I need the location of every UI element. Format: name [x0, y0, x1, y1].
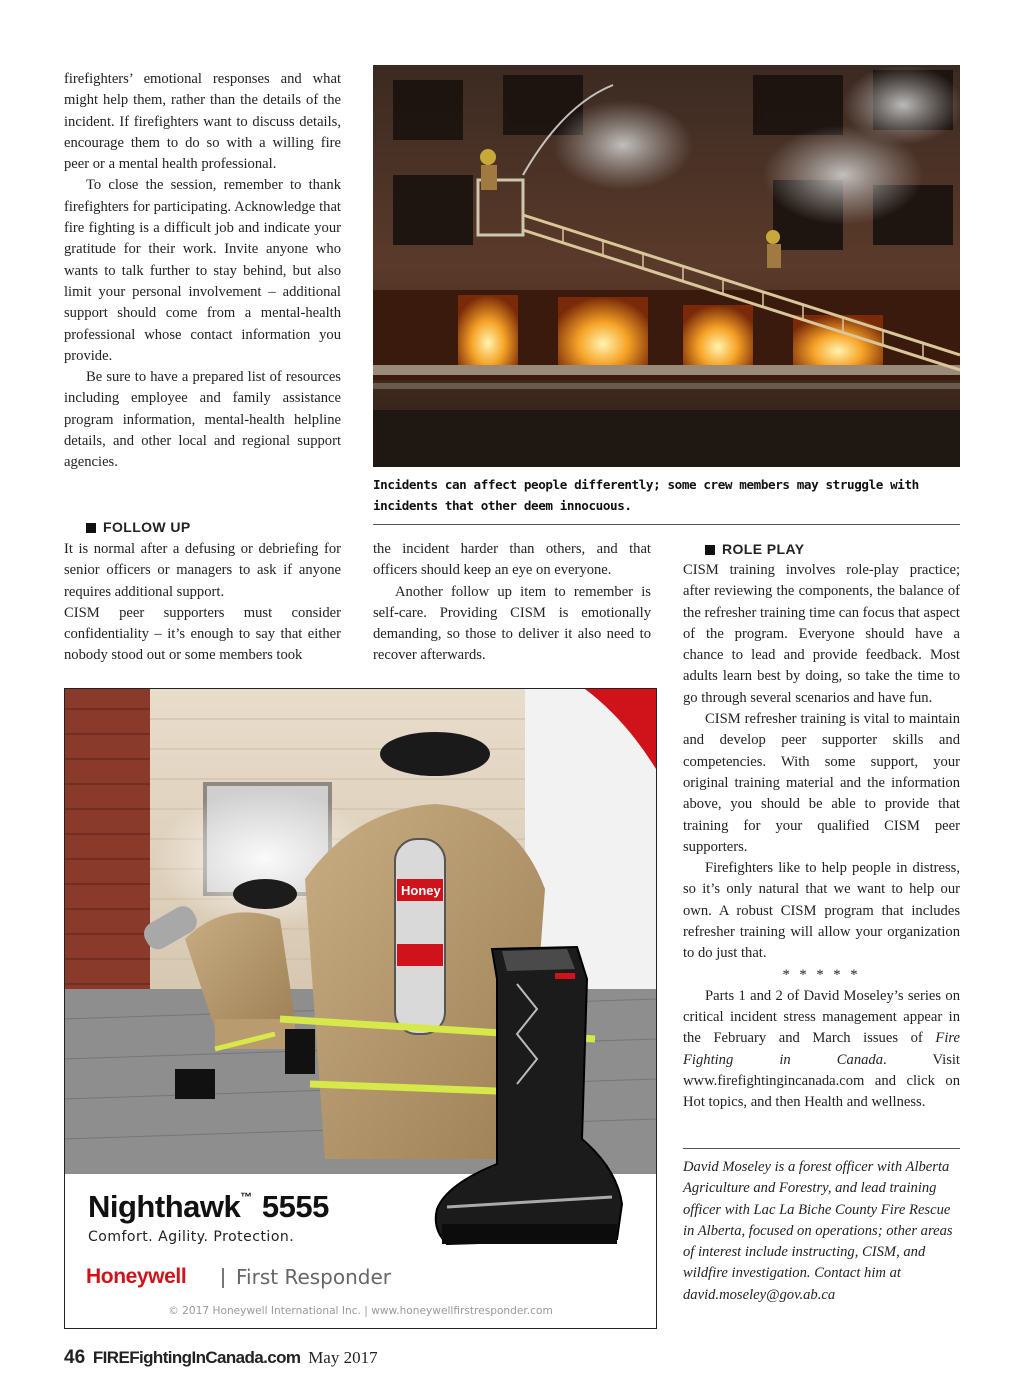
- tank-label: Honey: [401, 883, 441, 898]
- photo-caption: Incidents can affect people differently; some crew members may struggle with incidents that other deem innocuous.: [373, 477, 919, 513]
- paragraph: Firefighters like to help people in distress, so it’s only natural that we want to help our own. A robust CISM program that includes refresher training will allow your organization to do just that.: [683, 860, 960, 962]
- author-bio: David Moseley is a forest officer with Alberta Agriculture and Forestry, and lead training officer with Lac La Biche County Fire Rescue in Alberta, focused on operations; other areas of interest include instructing, CISM, and wildfire investigation. Contact him at david.moseley@gov.ab.ca: [683, 1159, 953, 1303]
- body-column-2: [373, 539, 651, 667]
- paragraph: CISM refresher training is vital to maintain and develop peer supporter skills and competencies. With some support, your original training material and the information above, you should be able to provide that training for your qualified CISM peer supporters.: [683, 711, 960, 855]
- boot-icon: [427, 939, 627, 1259]
- role-play-section: [683, 539, 960, 1113]
- paragraph: firefighters’ emotional responses and what might help them, rather than the details of the incident. If firefighters want to discuss details, encourage them to do so with a willing fire peer or a mental health professional.: [64, 71, 341, 173]
- square-bullet-icon: [86, 523, 96, 533]
- honeywell-advertisement[interactable]: [64, 688, 657, 1329]
- page-number: 46: [64, 1347, 86, 1368]
- paragraph: Another follow up item to remember is self-care. Providing CISM is emotionally demanding, so those to deliver it also need to recover afterwards.: [373, 583, 651, 664]
- magazine-title: Fire Fighting in Canada: [683, 1030, 960, 1068]
- section-break-stars: * * * * *: [782, 966, 861, 983]
- ad-product-name: Nighthawk™ 5555: [88, 1189, 329, 1224]
- paragraph: To close the session, remember to thank firefighters for participating. Acknowledge that fire fighting is a difficult job and indicate your gratitude for their work. Invite anyone who wants to talk further to stay behind, but also limit your personal involvement – additional support should come from a mental-health professional whose contact information you provide.: [64, 177, 341, 364]
- fire-scene-photo: [373, 65, 960, 467]
- ad-tagline: Comfort. Agility. Protection.: [88, 1229, 295, 1245]
- footer-site[interactable]: FIREFightingInCanada.com: [92, 1348, 301, 1367]
- ad-division-name: First Responder: [236, 1265, 391, 1289]
- ad-copyright: © 2017 Honeywell International Inc. | www.honeywellfirstresponder.com: [168, 1305, 553, 1317]
- issue-date: May 2017: [308, 1348, 378, 1367]
- body-column-1: [64, 69, 341, 474]
- bio-divider: [683, 1148, 960, 1149]
- paragraph: CISM training involves role-play practice; after reviewing the components, the balance of the refresher training time can focus that aspect of the program. Everyone should have a chance to lead and provide feedback. Most adults learn best by doing, so take the time to go through several scenarios and have fun.: [683, 562, 960, 706]
- page-footer: [64, 1347, 378, 1369]
- honeywell-logo: Honeywell: [86, 1265, 187, 1288]
- section-heading: ROLE PLAY: [683, 539, 960, 559]
- paragraph: It is normal after a defusing or debriefing for senior officers or managers to ask if anyone requires additional support.: [64, 541, 341, 600]
- logo-divider: [222, 1268, 224, 1288]
- square-bullet-icon: [705, 545, 715, 555]
- caption-divider: [373, 524, 960, 525]
- section-heading: FOLLOW UP: [64, 517, 341, 537]
- paragraph: the incident harder than others, and that officers should keep an eye on everyone.: [373, 541, 651, 579]
- follow-up-section: [64, 517, 341, 667]
- fire-scene-illustration: [373, 65, 960, 467]
- paragraph: CISM peer supporters must consider confidentiality – it’s enough to say that either nobody stood out or some members took: [64, 604, 341, 664]
- paragraph: Be sure to have a prepared list of resources including employee and family assistance program information, mental-health helpline details, and other local and regional support agencies.: [64, 369, 341, 471]
- series-note: Parts 1 and 2 of David Moseley’s series on critical incident stress management appear in the February and March issues of Fire Fighting in Canada. Visit www.firefightingincanada.com and click on Hot topics, and then Health and wellness.: [683, 987, 960, 1111]
